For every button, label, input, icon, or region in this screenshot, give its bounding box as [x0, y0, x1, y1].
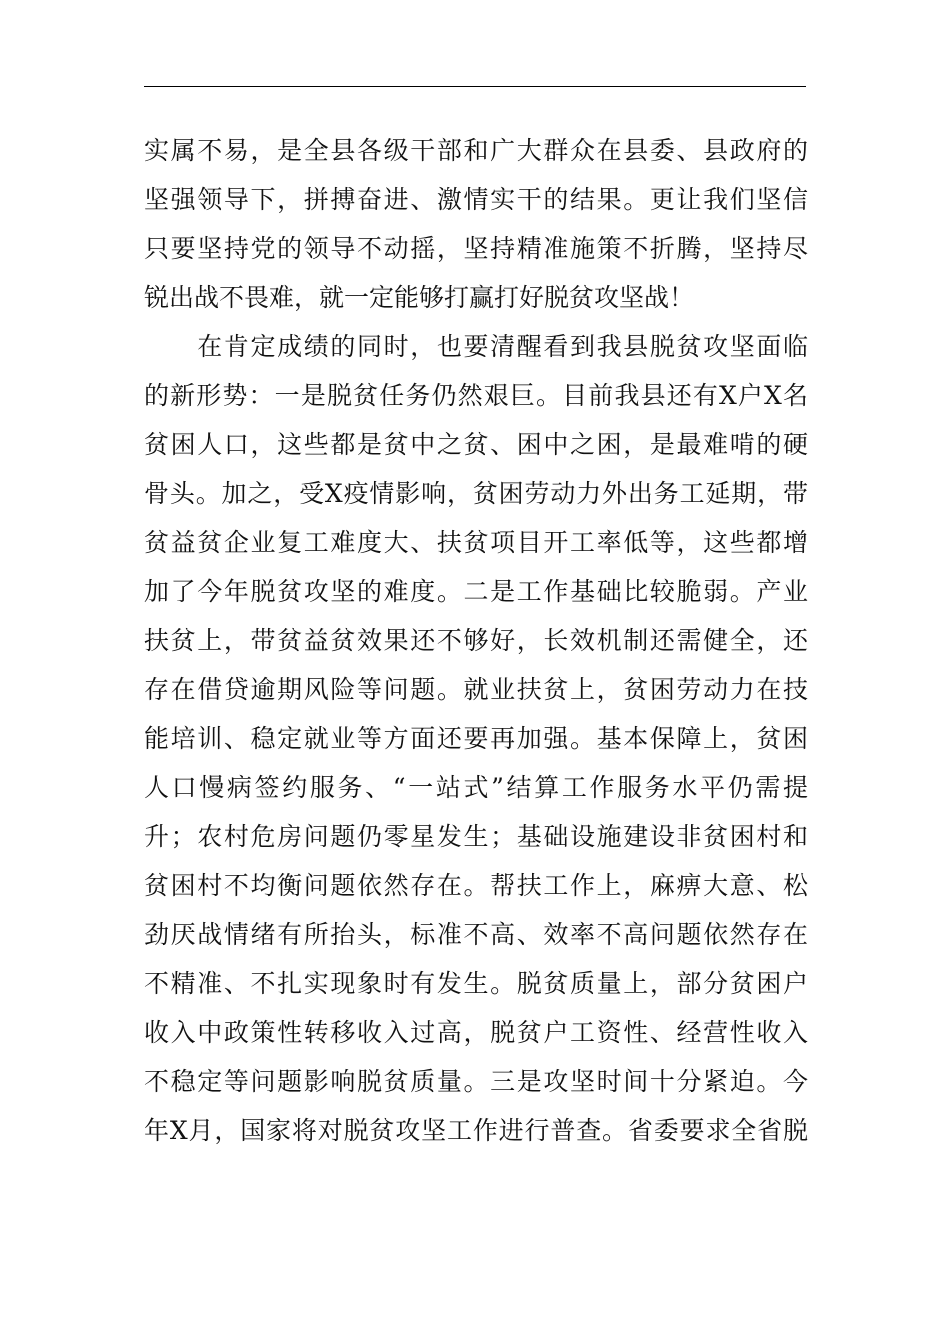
text-line: 锐出战不畏难，就一定能够打赢打好脱贫攻坚战！ — [144, 283, 695, 312]
paragraph-1 — [144, 126, 808, 322]
text-line: 存在借贷逾期风险等问题。就业扶贫上，贫困劳动力在技 — [144, 675, 808, 704]
text-line: 只要坚持党的领导不动摇，坚持精准施策不折腾，坚持尽 — [144, 234, 808, 263]
text-line: 贫困村不均衡问题依然存在。帮扶工作上，麻痹大意、松 — [144, 871, 808, 900]
body-text — [144, 126, 808, 1155]
text-line: 的新形势：一是脱贫任务仍然艰巨。目前我县还有X户X名 — [144, 381, 808, 410]
text-line: 人口慢病签约服务、“一站式”结算工作服务水平仍需提 — [144, 773, 808, 802]
text-line: 年X月，国家将对脱贫攻坚工作进行普查。省委要求全省脱 — [144, 1116, 808, 1145]
text-line: 骨头。加之，受X疫情影响，贫困劳动力外出务工延期，带 — [144, 479, 808, 508]
text-line: 收入中政策性转移收入过高，脱贫户工资性、经营性收入 — [144, 1018, 808, 1047]
text-line: 实属不易，是全县各级干部和广大群众在县委、县政府的 — [144, 136, 808, 165]
text-line: 不稳定等问题影响脱贫质量。三是攻坚时间十分紧迫。今 — [144, 1067, 808, 1096]
text-line: 在肯定成绩的同时，也要清醒看到我县脱贫攻坚面临 — [144, 332, 808, 361]
text-line: 能培训、稳定就业等方面还要再加强。基本保障上，贫困 — [144, 724, 808, 753]
text-line: 贫困人口，这些都是贫中之贫、困中之困，是最难啃的硬 — [144, 430, 808, 459]
text-line: 劲厌战情绪有所抬头，标准不高、效率不高问题依然存在 — [144, 920, 808, 949]
text-line: 贫益贫企业复工难度大、扶贫项目开工率低等，这些都增 — [144, 528, 808, 557]
header-rule — [144, 86, 806, 87]
text-line: 不精准、不扎实现象时有发生。脱贫质量上，部分贫困户 — [144, 969, 808, 998]
text-line: 坚强领导下，拼搏奋进、激情实干的结果。更让我们坚信 — [144, 185, 808, 214]
paragraph-2 — [144, 322, 808, 1155]
text-line: 升；农村危房问题仍零星发生；基础设施建设非贫困村和 — [144, 822, 808, 851]
text-line: 加了今年脱贫攻坚的难度。二是工作基础比较脆弱。产业 — [144, 577, 808, 606]
text-line: 扶贫上，带贫益贫效果还不够好，长效机制还需健全，还 — [144, 626, 808, 655]
